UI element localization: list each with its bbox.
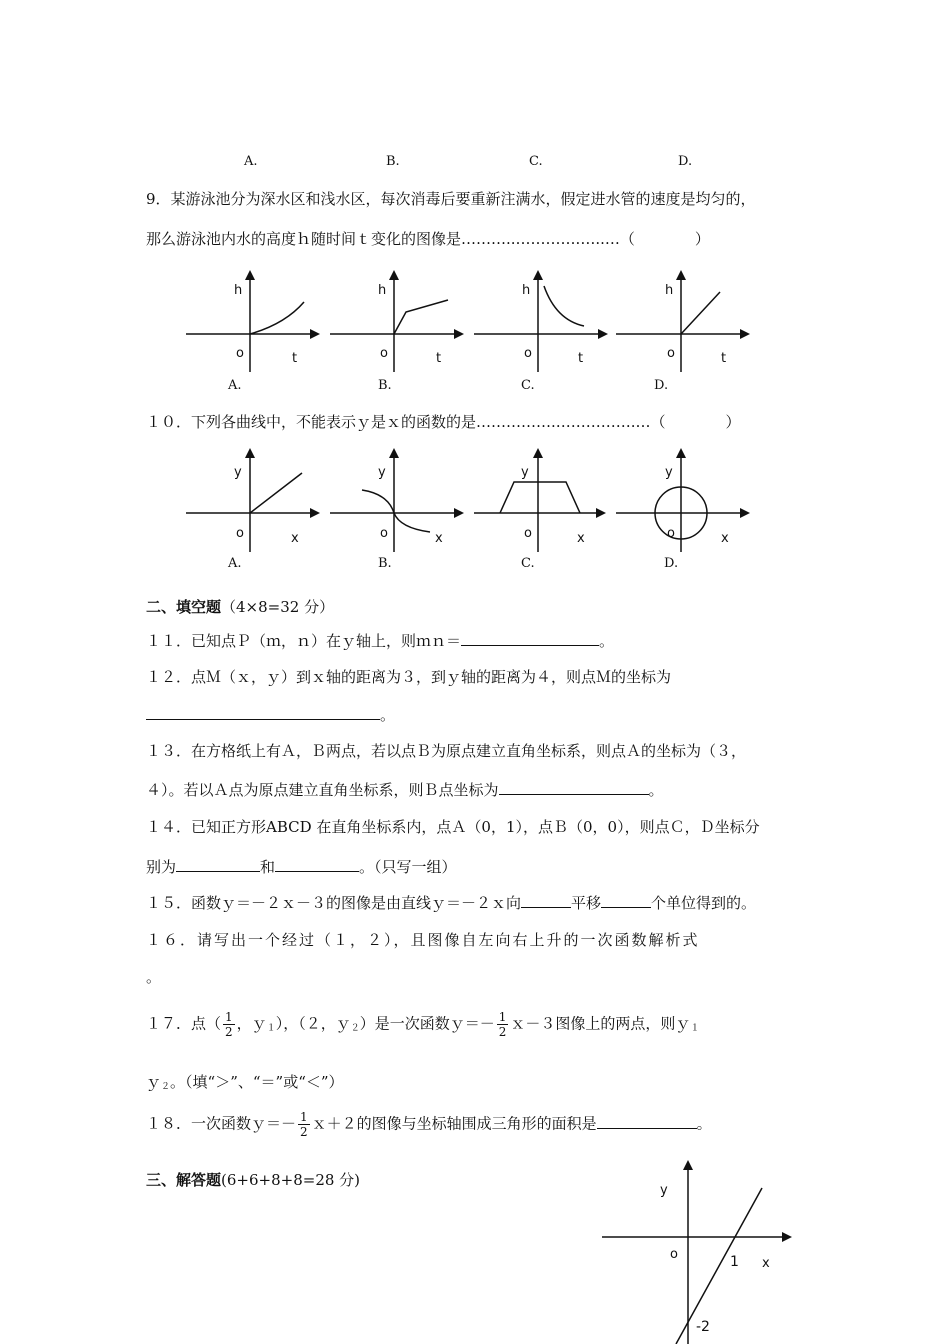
q10-b-curve (362, 490, 430, 532)
q9-c-curve (544, 286, 584, 326)
q18 (146, 1110, 712, 1139)
q17-line1 (146, 1010, 699, 1039)
q10-b-x-label: x (435, 531, 443, 546)
q9-b-y-label: h (378, 283, 387, 298)
q15-b: 平移 (571, 894, 602, 912)
q11-answer-blank[interactable] (461, 631, 599, 646)
q11-end: 。 (599, 632, 615, 650)
q10-label-b: B. (378, 556, 392, 571)
q10-b-origin: o (380, 526, 388, 541)
q15-answer-blank-1[interactable] (521, 893, 571, 908)
q15-c: 个单位得到的。 (651, 894, 757, 912)
q17-c: ），（２，ｙ (275, 1014, 351, 1033)
q10-c-y-label: y (521, 465, 529, 480)
q13-line1: １３．在方格纸上有Ａ，Ｂ两点，若以点Ｂ为原点建立直角坐标系，则点Ａ的坐标为（３， (146, 742, 747, 760)
q16-line1: １６．请写出一个经过（１，２），且图像自左向右上升的一次函数解析式 (146, 931, 700, 949)
q9-c-x-label: t (578, 351, 584, 366)
q17-e: ｘ－３图像上的两点，则ｙ (510, 1014, 691, 1033)
q14-answer-blank-2[interactable] (275, 857, 359, 872)
q18-answer-blank[interactable] (597, 1114, 697, 1129)
q10-c-origin: o (524, 526, 532, 541)
q12-line2 (146, 704, 395, 725)
q9-graph-b (330, 272, 462, 372)
q13-end: 。 (648, 781, 664, 799)
section3-heading (146, 1169, 360, 1190)
q10-c-x-label: x (577, 531, 585, 546)
q9-d-x-label: t (721, 351, 727, 366)
section2-title: 二、填空题 (146, 598, 222, 616)
q11-text: １１．已知点Ｐ（ｍ，ｎ）在ｙ轴上，则ｍｎ＝ (146, 632, 462, 650)
q10-line1: １０．下列各曲线中，不能表示ｙ是ｘ的函数的是…………….…………….…（ ） (146, 413, 741, 431)
q10-label-a: A. (228, 556, 242, 571)
q9-label-a: A. (228, 378, 242, 393)
q18-fraction: $\frac{1}{2}$ (300, 1110, 308, 1139)
q10-d-y-label: y (665, 465, 673, 480)
q9-a-y-label: h (234, 283, 243, 298)
q9-b-x-label: t (436, 351, 442, 366)
section3-score: (6+6+8+8=28 分) (221, 1171, 361, 1189)
q9-c-y-label: h (522, 283, 531, 298)
q14-line2-b: 和 (260, 858, 276, 876)
q18-a: １８．一次函数ｙ＝－ (146, 1114, 297, 1133)
q11 (146, 630, 614, 651)
q12-line1: １２．点Ｍ（ｘ，ｙ）到ｘ轴的距离为３，到ｙ轴的距离为４，则点Ｍ的坐标为 (146, 668, 672, 686)
final-line (676, 1188, 762, 1344)
q17-d: ）是一次函数ｙ＝－ (359, 1014, 495, 1033)
q14-line2-a: 别为 (146, 858, 177, 876)
top-option-a: A. (244, 154, 258, 169)
q10-graph-d (616, 450, 748, 552)
q10-a-origin: o (236, 526, 244, 541)
final-x-tick: 1 (730, 1254, 739, 1270)
q17-a: １７．点（ (146, 1014, 222, 1033)
q17-sub2: ２ (350, 1023, 360, 1034)
q10-graph-b (330, 450, 462, 552)
q17-line2-b: 。（填“＞”、“＝”或“＜”） (170, 1073, 344, 1091)
q14-line2-c: 。（只写一组） (359, 858, 457, 876)
final-graph (590, 1154, 810, 1344)
q9-c-origin: o (524, 346, 532, 361)
section2-score: （4×8=32 分） (221, 598, 335, 616)
q17-fraction-2: $\frac{1}{2}$ (498, 1010, 507, 1039)
q13-answer-blank[interactable] (499, 780, 649, 795)
q17-sub4: ２ (161, 1082, 171, 1092)
q17-sub3: １ (690, 1023, 700, 1034)
q13-line2-text: ４）。若以Ａ点为原点建立直角坐标系，则Ｂ点坐标为 (146, 781, 499, 799)
q17-line2 (146, 1071, 344, 1092)
q18-end: 。 (696, 1114, 712, 1133)
q12-answer-blank[interactable] (146, 705, 380, 720)
q15-answer-blank-2[interactable] (601, 893, 651, 908)
q16-line2: 。 (146, 968, 162, 986)
q14-line1: １４．已知正方形ABCD 在直角坐标系内，点Ａ（0，1），点Ｂ（0，0），则点Ｃ，Ｄ坐标分 (146, 818, 760, 836)
q9-label-d: D. (654, 378, 669, 393)
top-option-c: C. (529, 154, 543, 169)
q9-graph-d (616, 272, 748, 372)
q14-answer-blank-1[interactable] (176, 857, 260, 872)
q9-graph-a (186, 272, 318, 372)
q17-b: ，ｙ (236, 1014, 267, 1033)
q10-a-curve (250, 473, 302, 513)
q17-fraction-1: $\frac{1}{2}$ (225, 1010, 233, 1039)
q10-c-curve (500, 482, 580, 513)
q12-end: 。 (380, 706, 396, 724)
q9-line2-dots: ……..………….…..…（ ） (476, 230, 710, 248)
q10-b-y-label: y (378, 465, 386, 480)
q9-a-origin: o (236, 346, 244, 361)
q9-d-curve (681, 292, 720, 334)
final-x-label: x (762, 1256, 770, 1271)
q15 (146, 892, 756, 913)
q10-a-y-label: y (234, 465, 242, 480)
q10-d-origin: o (667, 526, 675, 541)
q10-label-c: C. (521, 556, 535, 571)
q9-label-c: C. (521, 378, 535, 393)
q13-line2 (146, 779, 664, 800)
q9-line2-text: 那么游泳池内水的高度ｈ随时间ｔ变化的图像是… (146, 230, 477, 248)
final-y-tick: -2 (696, 1319, 710, 1335)
q10-graphs (0, 440, 950, 565)
q17-sub1: １ (266, 1023, 276, 1034)
q9-b-origin: o (380, 346, 388, 361)
q10-d-x-label: x (721, 531, 729, 546)
q9-graphs (0, 262, 950, 402)
q10-graph-c (474, 450, 604, 552)
q9-line1: 9．某游泳池分为深水区和浅水区，每次消毒后要重新注满水，假定进水管的速度是均匀的， (146, 190, 756, 208)
q17-line2-y: ｙ (146, 1073, 162, 1091)
q15-a: １５．函数ｙ＝－２ｘ－３的图像是由直线ｙ＝－２ｘ向 (146, 894, 522, 912)
q9-a-x-label: t (292, 351, 298, 366)
top-option-d: D. (678, 154, 693, 169)
q9-d-origin: o (667, 346, 675, 361)
top-option-b: B. (386, 154, 400, 169)
final-origin: o (670, 1247, 678, 1262)
section2-heading (146, 596, 334, 617)
q10-a-x-label: x (291, 531, 299, 546)
q10-label-d: D. (664, 556, 679, 571)
q14-line2 (146, 856, 457, 877)
q9-d-y-label: h (665, 283, 674, 298)
section3-title: 三、解答题 (146, 1171, 222, 1189)
q10-graph-a (186, 450, 318, 552)
q9-a-curve (250, 302, 304, 334)
q18-b: ｘ＋２的图像与坐标轴围成三角形的面积是 (311, 1114, 597, 1133)
q9-b-curve (394, 300, 448, 334)
q9-label-b: B. (378, 378, 392, 393)
q9-graph-c (474, 272, 606, 372)
q9-line2 (146, 228, 710, 249)
final-y-label: y (660, 1183, 668, 1198)
